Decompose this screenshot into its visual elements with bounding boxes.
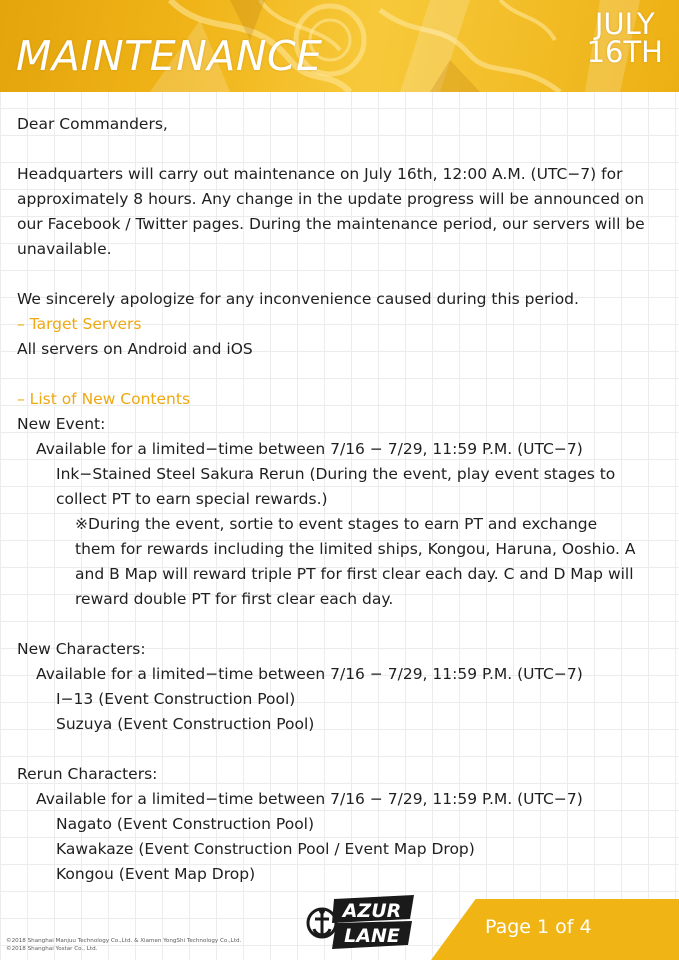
list-item: Kongou (Event Map Drop): [56, 865, 256, 883]
new-contents-heading: – List of New Contents: [17, 390, 191, 408]
copyright-notice: [6, 937, 241, 953]
rerun-characters-availability: Available for a limited−time between 7/16 − 7/29, 11:59 P.M. (UTC−7): [36, 790, 583, 808]
date-month: JULY: [594, 7, 655, 41]
intro-line: our Facebook / Twitter pages. During the maintenance period, our servers will be: [17, 215, 645, 233]
copyright-line: ©2018 Shanghai Manjuu Technology Co.,Ltd. & Xiamen YongShi Technology Co.,Ltd.: [6, 938, 242, 944]
new-event-note: them for rewards including the limited ships, Kongou, Haruna, Ooshio. A: [75, 540, 636, 558]
intro-line: unavailable.: [17, 240, 112, 258]
page-indicator: Page 1 of 4: [485, 916, 592, 938]
copyright-line: ©2018 Shanghai Yostar Co., Ltd.: [6, 946, 98, 952]
header-banner: [0, 0, 679, 92]
new-event-availability: Available for a limited−time between 7/16 − 7/29, 11:59 P.M. (UTC−7): [36, 440, 583, 458]
list-item: I−13 (Event Construction Pool): [56, 690, 296, 708]
new-characters-availability: Available for a limited−time between 7/16 − 7/29, 11:59 P.M. (UTC−7): [36, 665, 583, 683]
new-event-description: collect PT to earn special rewards.): [56, 490, 328, 508]
azur-lane-logo: [306, 893, 418, 951]
intro-line: Headquarters will carry out maintenance on July 16th, 12:00 A.M. (UTC−7) for: [17, 165, 623, 183]
anchor-icon: [308, 908, 336, 937]
list-item: Kawakaze (Event Construction Pool / Event Map Drop): [56, 840, 475, 858]
intro-line: approximately 8 hours. Any change in the update progress will be announced on: [17, 190, 645, 208]
page-title: MAINTENANCE: [16, 32, 323, 80]
logo-text-bottom: LANE: [344, 925, 400, 947]
new-event-note: reward double PT for first clear each day.: [75, 590, 394, 608]
new-characters-label: New Characters:: [17, 640, 146, 658]
notice-body: [17, 112, 657, 887]
list-item: Nagato (Event Construction Pool): [56, 815, 315, 833]
greeting: Dear Commanders,: [17, 115, 168, 133]
new-event-description: Ink−Stained Steel Sakura Rerun (During the event, play event stages to: [56, 465, 616, 483]
list-item: Suzuya (Event Construction Pool): [56, 715, 315, 733]
logo-text-top: AZUR: [342, 900, 402, 922]
date-badge: [586, 7, 663, 69]
date-day: 16TH: [586, 35, 663, 69]
new-event-note: ※During the event, sortie to event stages to earn PT and exchange: [75, 515, 598, 533]
new-event-note: and B Map will reward triple PT for first clear each day. C and D Map will: [75, 565, 634, 583]
apology-text: We sincerely apologize for any inconvenience caused during this period.: [17, 290, 579, 308]
target-servers-text: All servers on Android and iOS: [17, 340, 253, 358]
target-servers-heading: – Target Servers: [17, 315, 142, 333]
rerun-characters-label: Rerun Characters:: [17, 765, 158, 783]
new-event-label: New Event:: [17, 415, 106, 433]
